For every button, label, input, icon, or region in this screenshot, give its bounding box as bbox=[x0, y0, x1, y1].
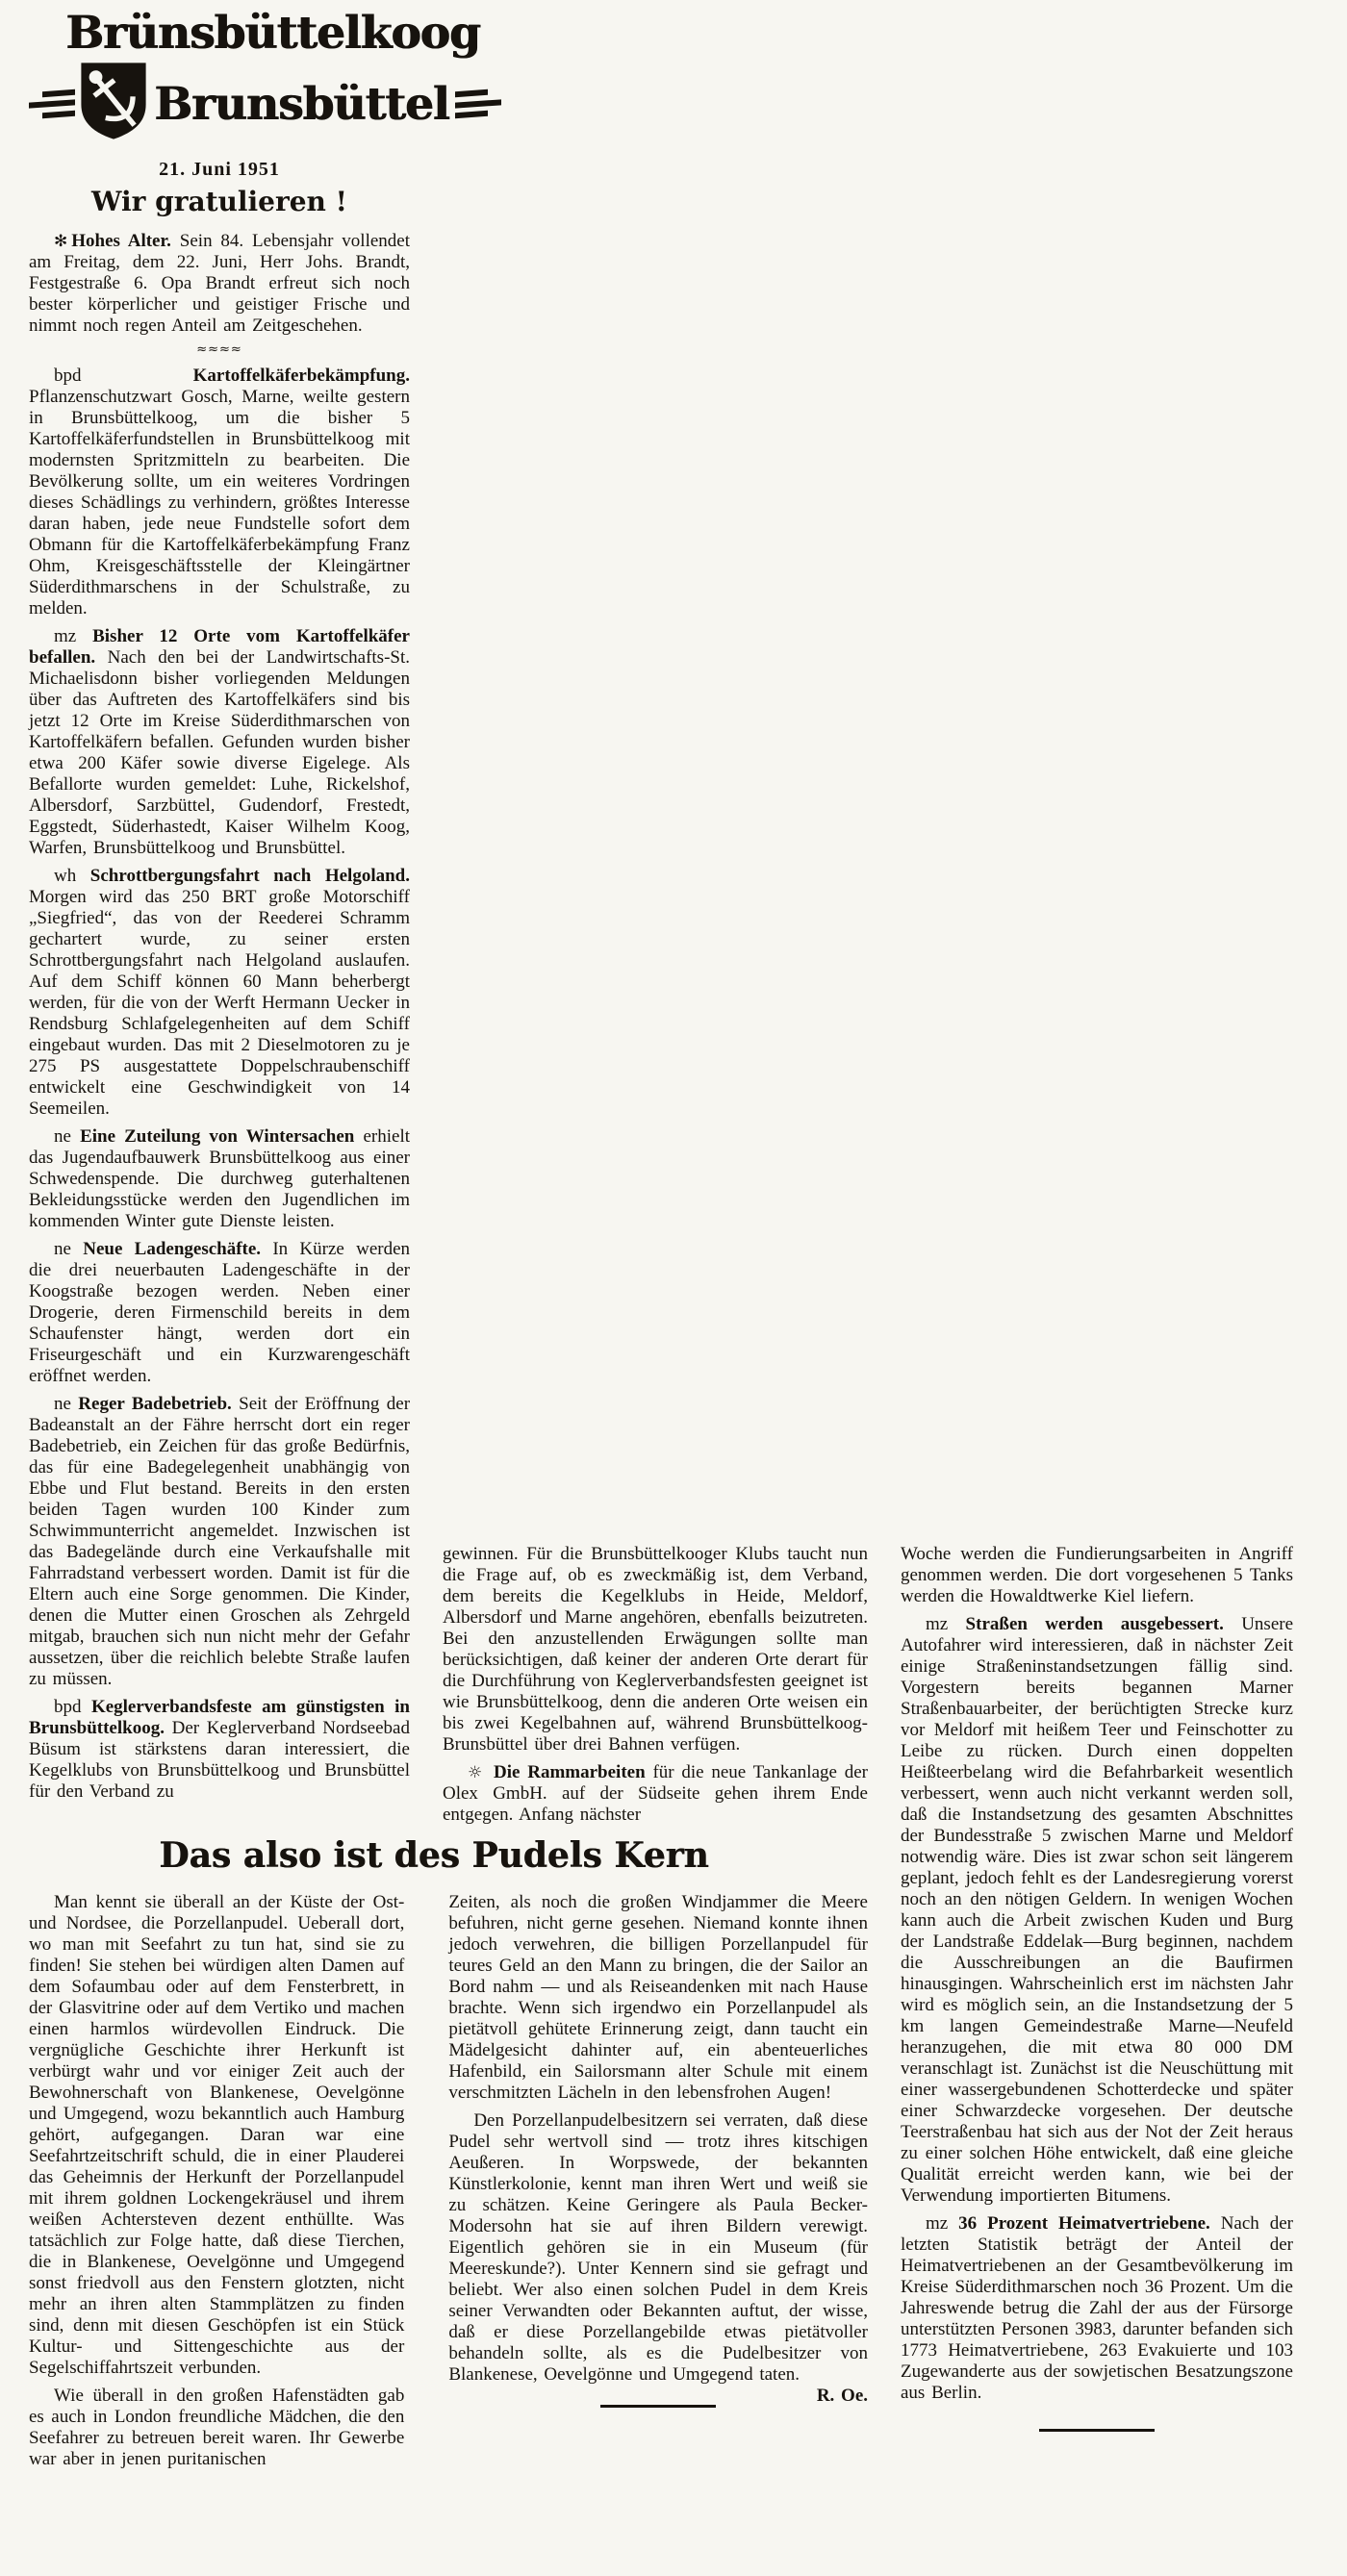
item-title: Bisher 12 Orte vom Kartoffelkäfer befallen. bbox=[29, 626, 410, 669]
sun-icon: ☼ bbox=[468, 1763, 483, 1782]
item-text: gewinnen. Für die Brunsbüttelkooger Klubs taucht nun die Frage auf, ob es zweckmäßig ist, dem Verband, dem bereits die Kegelklubs in Heide, Meldorf, Albersdorf und Marne angehören, ebenfalls beizutreten. Bei den anzustellenden Erwägungen sollte man berücksichtigen, daß keiner der anderen Orte derart für die Durchführung von Keglerverbandsfesten geeignet ist wie Brunsbüttelkoog, denn die anderen Orte weisen ein bis zwei Kegelbahnen auf, während Brunsbüttelkoog-Brunsbüttel über drei Bahnen verfügen. bbox=[443, 1544, 868, 1755]
news-item bbox=[29, 1126, 410, 1232]
news-list-right bbox=[901, 1544, 1293, 2404]
item-text: für die neue Tankanlage der Olex GmbH. auf der Südseite gehen ihrem Ende entgegen. Anfang nächster bbox=[443, 1762, 868, 1825]
article-column-right-list bbox=[448, 1891, 868, 2406]
news-item bbox=[29, 866, 410, 1120]
item-lead: ne bbox=[54, 1126, 71, 1148]
item-text: Der Keglerverband Nordseebad Büsum ist stärkstens daran interessiert, die Kegelklubs von Brunsbüttelkoog und Brunsbüttel für den Verband zu bbox=[29, 1718, 410, 1803]
item-lead: ne bbox=[54, 1394, 71, 1415]
news-list-left bbox=[29, 366, 410, 1803]
item-text: Sein 84. Lebensjahr vollendet am Freitag, dem 22. Juni, Herr Johs. Brandt, Festgestraße 6. Opa Brandt erfreut sich noch bester körperlicher und geistiger Frische und nimmt noch regen Anteil am Zeitgeschehen. bbox=[29, 231, 411, 337]
article-paragraph bbox=[29, 2386, 404, 2470]
article-paragraph bbox=[448, 1892, 868, 2104]
anchor-shield-icon bbox=[79, 61, 148, 147]
news-item bbox=[901, 1614, 1293, 2207]
item-text: Morgen wird das 250 BRT große Motorschiff „Siegfried“, das von der Reederei Schramm gechartert wurde, zu seiner ersten Schrottbergungsfahrt nach Helgoland auslaufen. Auf dem Schiff können 60 Mann beherbergt werden, für die von der Werft Hermann Uecker in Rendsburg Schlafgelegenheiten auf dem Schiff eingebaut wurden. Das mit 2 Dieselmotoren zu je 275 PS ausgestattete Doppelschraubenschiff entwickelt eine Geschwindigkeit von 14 Seemeilen. bbox=[29, 887, 410, 1120]
item-lead: wh bbox=[54, 866, 77, 887]
item-lead: bpd bbox=[54, 366, 82, 387]
item-title: Neue Ladengeschäfte. bbox=[83, 1239, 262, 1260]
item-title: Kartoffelkäferbekämpfung. bbox=[192, 366, 410, 387]
paragraph-text: Wie überall in den großen Hafenstädten gab es auch in London freundliche Mädchen, die den Seefahrer zu betreuen bereit waren. Ihr Gewerbe war aber in jenen puritanischen bbox=[29, 2385, 405, 2469]
news-list-intro bbox=[29, 231, 410, 337]
right-column-whitespace bbox=[901, 10, 1293, 1544]
article-column-right bbox=[448, 1892, 868, 2477]
news-column-middle bbox=[443, 10, 868, 1832]
feature-article bbox=[29, 1832, 868, 2477]
item-title: Reger Badebetrieb. bbox=[78, 1394, 232, 1415]
item-lead: bpd bbox=[54, 1697, 82, 1718]
paragraph-text: Zeiten, als noch die großen Windjammer die Meere befuhren, nicht gerne gesehen. Niemand konnte ihnen jedoch verwehren, die billigen Porzellanpudel für teures Geld an den Mann zu bringen, die der Sailor an Bord nahm — und als Reiseandenken mit nach Hause brachte. Wenn sich irgendwo ein Porzellanpudel als pietätvoll gehütete Erinnerung zeigt, dann taucht ein Mädelgesicht dahinter auf, ein abenteuerliches Hafenbild, ein Sailorsmann alter Schule mit einem verschmitzten Lächeln in den lebensfrohen Augen! bbox=[448, 1891, 868, 2103]
news-column-right bbox=[901, 10, 1293, 2477]
news-item bbox=[29, 231, 410, 337]
masthead bbox=[29, 7, 480, 218]
item-lead: mz bbox=[926, 2213, 949, 2234]
item-title: Die Rammarbeiten bbox=[494, 1762, 646, 1782]
news-item bbox=[29, 1697, 410, 1803]
item-title: Straßen werden ausgebessert. bbox=[965, 1614, 1224, 1634]
paragraph-text: Man kennt sie überall an der Küste der Ost- und Nordsee, die Porzellanpudel. Ueberall dort, wo man mit Seefahrt zu tun hat, sind sie zu finden! Sie stehen bei würdigen alten Damen auf dem Sofaumbau oder auf dem Fensterbrett, in der Glasvitrine oder auf dem Vertiko und machen einen harmlos würdevollen Eindruck. Die vergnügliche Geschichte ihrer Herkunft ist verbürgt wahr und vor einiger Zeit auch der Bewohnerschaft von Blankenese, Oevelgönne und Umgegend, wozu bekanntlich auch Hamburg gehört, aufgegangen. Daran war eine Seefahrtzeitschrift schuld, die in einer Plauderei das Geheimnis der Herkunft der Porzellanpudel mit ihrem goldnen Lockengekräusel und ihrem weißen Achtersteven dezent enthüllte. Was tatsächlich zur Folge hatte, daß diese Tierchen, die in Blankenese, Oevelgönne und Umgegend sonst friedvoll aus den Fenstern glotzten, nicht mehr an ihren alten Stammplätzen zu finden sind, denn mit diesen Geschöpfen ist ein Stück Kultur- und Sittengeschichte aus der Segelschiffahrtszeit verbunden. bbox=[29, 1891, 405, 2378]
masthead-title-line2: Brunsbüttel bbox=[154, 77, 449, 131]
news-column-left bbox=[29, 7, 480, 1832]
item-lead: ne bbox=[54, 1239, 71, 1260]
item-text: In Kürze werden die drei neuerbauten Ladengeschäfte in der Koogstraße bezogen werden. Neben einer Drogerie, deren Firmenschild bereits in dem Schaufenster hängt, werden dort ein Friseurgeschäft und ein Kurzwarengeschäft eröffnet werden. bbox=[29, 1239, 411, 1387]
article-columns bbox=[29, 1892, 868, 2477]
item-title: Keglerverbandsfeste am günstigsten in Brunsbüttelkoog. bbox=[29, 1697, 410, 1739]
item-text: Pflanzenschutzwart Gosch, Marne, weilte gestern in Brunsbüttelkoog, um die bisher 5 Kartoffelkäferfundstellen in Brunsbüttelkoog mit modernsten Spritzmitteln zu bearbeiten. Die Bevölkerung sollte, um ein weiteres Vordringen dieses Schädlings zu verhindern, größtes Interesse daran haben, jede neue Fundstelle sofort dem Obmann für die Kartoffelkäferbekämpfung Franz Ohm, Kreisgeschäftsstelle der Kleingärtner Süderdithmarschens in der Schulstraße, zu melden. bbox=[29, 387, 410, 619]
masthead-line2-row bbox=[29, 61, 449, 147]
paragraph-text: Den Porzellanpudelbesitzern sei verraten, daß diese Pudel sehr wertvoll sind — trotz ihres kitschigen Aeußeren. In Worpswede, der bekannten Künstlerkolonie, kennt man ihren Wert und weiß sie zu schätzen. Keine Geringere als Paula Becker-Modersohn hat sie auf ihren Bildern verewigt. Eigentlich gehören sie in ein Museum (für Meereskunde?). Unter Kennern sind sie gefragt und beliebt. Wer also einen solchen Pudel in dem Kreis seiner Verwandten oder Bekannten auftut, der wisse, daß er diese Porzellangebilde etwas pietätvoller behandeln sollte, als es die Pudelbesitzer von Blankenese, Oevelgönne und Umgegend taten. bbox=[448, 2109, 868, 2385]
middle-column-whitespace bbox=[443, 10, 868, 1544]
news-item bbox=[29, 1394, 410, 1690]
item-text: Nach den bei der Landwirtschafts-St. Michaelisdonn bisher vorliegenden Meldungen über das Auftreten des Kartoffelkäfers sind bis jetzt 12 Orte im Kreise Süderdithmarschen von Kartoffelkäfern befallen. Gefunden wurden bisher etwa 200 Käfer sowie diverse Eigelege. Als Befallorte wurden gemeldet: Luhe, Rickelshof, Albersdorf, Sarzbüttel, Gudendorf, Frestedt, Eggstedt, Süderhastedt, Kaiser Wilhelm Koog, Warfen, Brunsbüttelkoog und Brunsbüttel. bbox=[29, 647, 411, 859]
news-item bbox=[901, 1544, 1293, 1607]
greeting-headline: Wir gratulieren ! bbox=[91, 186, 347, 218]
news-list-middle bbox=[443, 1544, 868, 1826]
article-column-left bbox=[29, 1892, 404, 2477]
masthead-title-line1: Brünsbüttelkoog bbox=[65, 7, 480, 60]
item-lead: mz bbox=[926, 1614, 949, 1634]
item-title: 36 Prozent Heimatvertriebene. bbox=[958, 2213, 1210, 2234]
flourish-left-icon bbox=[29, 90, 75, 117]
item-text: Nach der letzten Statistik beträgt der Anteil der Heimatvertriebenen an der Gesamtbevölkerung im Kreise Süderdithmarschen noch 36 Prozent. Um die Jahreswende betrug die Zahl der aus der Fürsorge unterstützten Personen 3983, darunter befanden sich 1773 Heimatvertriebene, 263 Evakuierte und 103 Zugewanderte aus der sowjetischen Besatzungszone aus Berlin. bbox=[901, 2213, 1293, 2403]
news-item bbox=[29, 626, 410, 859]
item-text: erhielt das Jugendaufbauwerk Brunsbüttelkoog aus einer Schwedenspende. Die durchweg guterhaltenen Bekleidungsstücke werden den Jugendlichen im kommenden Winter gute Dienste leisten. bbox=[29, 1126, 411, 1232]
news-item bbox=[29, 366, 410, 619]
item-title: Schrottbergungsfahrt nach Helgoland. bbox=[89, 866, 411, 887]
item-text: Woche werden die Fundierungsarbeiten in Angriff genommen werden. Die dort vorgesehenen 5 Tanks werden die Howaldtwerke Kiel liefern. bbox=[901, 1544, 1293, 1606]
article-paragraph bbox=[448, 2109, 868, 2406]
article-paragraph bbox=[29, 1892, 404, 2379]
squiggle-divider: ≈≈≈≈ bbox=[196, 342, 242, 358]
crossed-sprigs-icon: ✻ bbox=[54, 232, 68, 252]
item-text: Seit der Eröffnung der Badeanstalt an der Fähre herrscht dort ein reger Badebetrieb, ein Zeichen für das große Bedürfnis, das für eine Badegelegenheit unabhängig von Ebbe und Flut bestand. Bereits in den ersten beiden Tagen wurden 100 Kinder zum Schwimmunterricht angemeldet. Inzwischen ist das Badegelände durch eine Verkaufshalle mit Fahrradstand verbessert worden. Damit ist für die Eltern auch eine Sorge genommen. Die Kinder, denen die Mutter einen Groschen als Zehrgeld mitgab, brauchen sich nun nicht mehr der Gefahr aussetzen, über die reichlich belebte Straße laufen zu müssen. bbox=[29, 1394, 411, 1690]
item-title: Hohes Alter. bbox=[71, 231, 171, 252]
section-end-rule bbox=[1039, 2429, 1155, 2432]
article-headline: Das also ist des Pudels Kern bbox=[159, 1835, 709, 1876]
news-item bbox=[901, 2213, 1293, 2404]
item-lead: mz bbox=[54, 626, 77, 647]
author-initials: R. Oe. bbox=[816, 2385, 868, 2406]
news-item bbox=[443, 1544, 868, 1755]
news-item bbox=[443, 1762, 868, 1826]
issue-date: 21. Juni 1951 bbox=[159, 159, 280, 181]
news-item bbox=[29, 1239, 410, 1387]
article-end-rule bbox=[600, 2405, 716, 2408]
item-title: Eine Zuteilung von Wintersachen bbox=[80, 1126, 355, 1148]
item-text: Unsere Autofahrer wird interessieren, daß in nächster Zeit einige Straßeninstandsetzungen fällig sind. Vorgestern bereits begannen Marner Straßenbauarbeiter, der berüchtigten Strecke kurz vor Meldorf mit heißem Teer und Feinschotter zu Leibe zu rücken. Durch einen doppelten Heißteerbelang wird die Befahrbarkeit wesentlich verbessert, wenn auch nicht verkannt werden soll, daß die Instandsetzung des gesamten Abschnittes der Bundesstraße 5 zwischen Marne und Meldorf notwendig wäre. Dies ist zwar schon seit längerem geplant, jedoch fehlt es der Landesregierung vorerst noch an den nötigen Geldern. In wenigen Wochen kann auch die Arbeit zwischen Kuden und Burg der Landstraße Eddelak—Burg beginnen, nachdem die Ausschreibungen an die Baufirmen hinausgingen. Wahrscheinlich erst im nächsten Jahr wird es möglich sein, an die Instandsetzung der 5 km langen Gemeindestraße Marne—Neufeld heranzugehen, die mit etwa 80 000 DM veranschlagt ist. Zunächst ist die Neuschüttung mit einer wassergebundenen Schotterdecke und später einer Schwarzdecke vorgesehen. Der deutsche Teerstraßenbau hat sich aus der Not der Zeit heraus zu einer solchen Höhe entwickelt, daß eine gleiche Qualität erreicht werden kann, wie bei der Verwendung importierten Bitumens. bbox=[901, 1614, 1294, 2206]
